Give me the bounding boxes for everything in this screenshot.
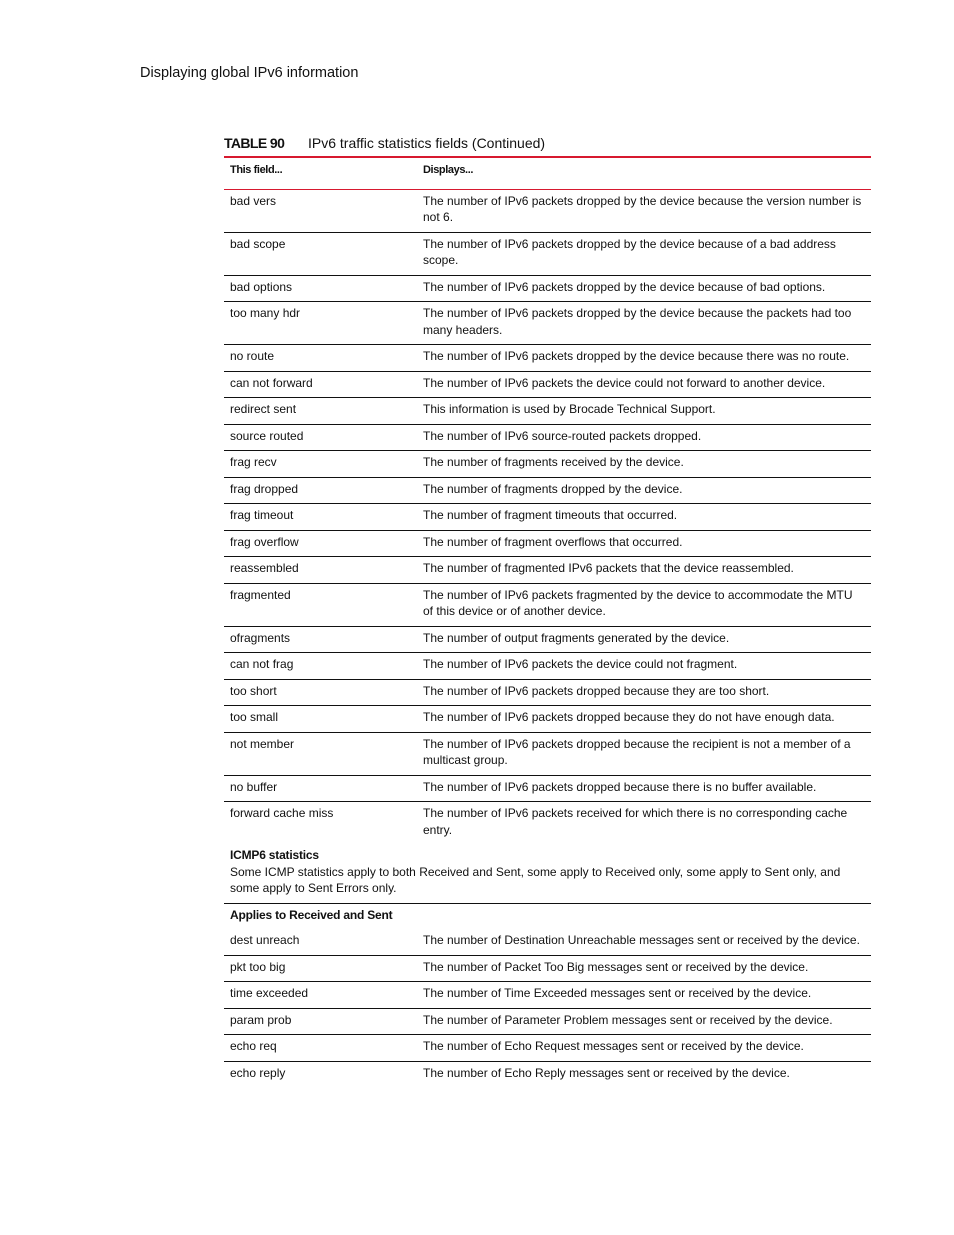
field-description-cell: The number of IPv6 packets dropped because there is no buffer available. — [417, 775, 871, 802]
field-description-cell: The number of IPv6 packets received for which there is no corresponding cache entry. — [423, 806, 848, 837]
field-description-cell: The number of fragments received by the device. — [417, 451, 871, 478]
table-row — [224, 955, 871, 982]
field-name-cell: dest unreach — [224, 929, 417, 955]
table-row — [224, 679, 871, 706]
table-caption-text: IPv6 traffic statistics fields (Continued) — [308, 135, 546, 151]
table-row — [224, 732, 871, 775]
field-description-cell: The number of Time Exceeded messages sent or received by the device. — [417, 982, 871, 1009]
subheading-row — [224, 903, 871, 929]
table-body-icmp — [224, 929, 871, 1087]
field-name-cell: time exceeded — [224, 982, 417, 1009]
field-name-cell: forward cache miss — [230, 806, 334, 820]
table-header-row — [224, 158, 871, 189]
table-row — [224, 653, 871, 680]
table-row — [224, 504, 871, 531]
table-row — [224, 1061, 871, 1087]
table-body-icmp-intro — [224, 844, 871, 929]
field-description-cell: The number of fragmented IPv6 packets that the device reassembled. — [417, 557, 871, 584]
field-description-cell: The number of output fragments generated by the device. — [417, 626, 871, 653]
field-name-cell: frag overflow — [224, 530, 417, 557]
table-row — [224, 189, 871, 232]
field-description-cell: The number of Packet Too Big messages sent or received by the device. — [417, 955, 871, 982]
table-row — [224, 371, 871, 398]
table-row — [224, 424, 871, 451]
field-description-cell: The number of fragment timeouts that occurred. — [417, 504, 871, 531]
table-row — [224, 345, 871, 372]
field-name-cell: can not forward — [224, 371, 417, 398]
icmp-section-title: ICMP6 statistics — [230, 848, 319, 862]
table-row — [224, 626, 871, 653]
field-name-cell: bad vers — [224, 189, 417, 232]
table-body-ipv6 — [224, 189, 871, 844]
table-row — [224, 802, 871, 845]
field-name-cell: redirect sent — [224, 398, 417, 425]
field-name-cell: bad scope — [224, 232, 417, 275]
table-row — [224, 477, 871, 504]
table-row — [224, 302, 871, 345]
field-description-cell: The number of IPv6 packets dropped by the device because of bad options. — [417, 275, 871, 302]
column-header-field: This field... — [224, 158, 417, 189]
field-name-cell: too small — [224, 706, 417, 733]
table-row — [224, 982, 871, 1009]
field-description-cell: The number of IPv6 packets dropped because they are too short. — [417, 679, 871, 706]
field-description-cell: The number of IPv6 packets dropped by the device because the packets had too many headers. — [417, 302, 871, 345]
table-row — [224, 275, 871, 302]
table-row — [224, 775, 871, 802]
field-name-cell: can not frag — [224, 653, 417, 680]
table-number: TABLE 90 — [224, 135, 285, 151]
field-name-cell: bad options — [224, 275, 417, 302]
field-name-cell: frag dropped — [224, 477, 417, 504]
field-name-cell: ofragments — [224, 626, 417, 653]
field-description-cell: The number of IPv6 packets dropped because they do not have enough data. — [417, 706, 871, 733]
field-name-cell: echo req — [224, 1035, 417, 1062]
table-row — [224, 1008, 871, 1035]
field-name-cell: no route — [224, 345, 417, 372]
field-description-cell: The number of Echo Reply messages sent or received by the device. — [423, 1065, 790, 1080]
table-row — [224, 451, 871, 478]
field-name-cell: source routed — [224, 424, 417, 451]
field-name-cell: too short — [224, 679, 417, 706]
subheading-cell: Applies to Received and Sent — [230, 907, 393, 922]
field-description-cell: The number of Destination Unreachable messages sent or received by the device. — [417, 929, 871, 955]
field-name-cell: pkt too big — [224, 955, 417, 982]
field-description-cell: The number of IPv6 packets dropped by the device because of a bad address scope. — [417, 232, 871, 275]
icmp-section-row — [224, 844, 871, 903]
table-row — [224, 1035, 871, 1062]
field-name-cell: frag timeout — [224, 504, 417, 531]
table-row — [224, 706, 871, 733]
field-name-cell: echo reply — [230, 1065, 286, 1080]
field-description-cell: The number of IPv6 packets fragmented by the device to accommodate the MTU of this device or of another device. — [417, 583, 871, 626]
field-name-cell: param prob — [224, 1008, 417, 1035]
field-description-cell: The number of IPv6 packets dropped by the device because the version number is not 6. — [417, 189, 871, 232]
running-header: Displaying global IPv6 information — [140, 65, 359, 81]
field-description-cell: The number of IPv6 packets the device could not fragment. — [417, 653, 871, 680]
table-row — [224, 557, 871, 584]
field-name-cell: reassembled — [224, 557, 417, 584]
table-row — [224, 583, 871, 626]
table-row — [224, 232, 871, 275]
field-description-cell: The number of Parameter Problem messages sent or received by the device. — [417, 1008, 871, 1035]
field-description-cell: The number of fragment overflows that occurred. — [417, 530, 871, 557]
field-description-cell: The number of IPv6 packets dropped because the recipient is not a member of a multicast group. — [417, 732, 871, 775]
table-row — [224, 530, 871, 557]
field-name-cell: too many hdr — [224, 302, 417, 345]
field-description-cell: The number of IPv6 packets dropped by the device because there was no route. — [417, 345, 871, 372]
table-caption — [224, 135, 871, 151]
field-description-cell: This information is used by Brocade Technical Support. — [417, 398, 871, 425]
table-row — [224, 929, 871, 955]
table-row — [224, 398, 871, 425]
column-header-displays: Displays... — [417, 158, 871, 189]
field-name-cell: fragmented — [224, 583, 417, 626]
field-name-cell: not member — [224, 732, 417, 775]
field-description-cell: The number of fragments dropped by the device. — [417, 477, 871, 504]
field-name-cell: frag recv — [224, 451, 417, 478]
icmp-section-text: Some ICMP statistics apply to both Received and Sent, some apply to Received only, some apply to Sent only, and some apply to Sent Errors only. — [230, 864, 841, 895]
ipv6-traffic-statistics-table — [224, 158, 871, 1087]
field-description-cell: The number of Echo Request messages sent or received by the device. — [417, 1035, 871, 1062]
field-name-cell: no buffer — [224, 775, 417, 802]
field-description-cell: The number of IPv6 source-routed packets dropped. — [417, 424, 871, 451]
icmp-section-cell — [224, 844, 871, 903]
field-description-cell: The number of IPv6 packets the device could not forward to another device. — [417, 371, 871, 398]
